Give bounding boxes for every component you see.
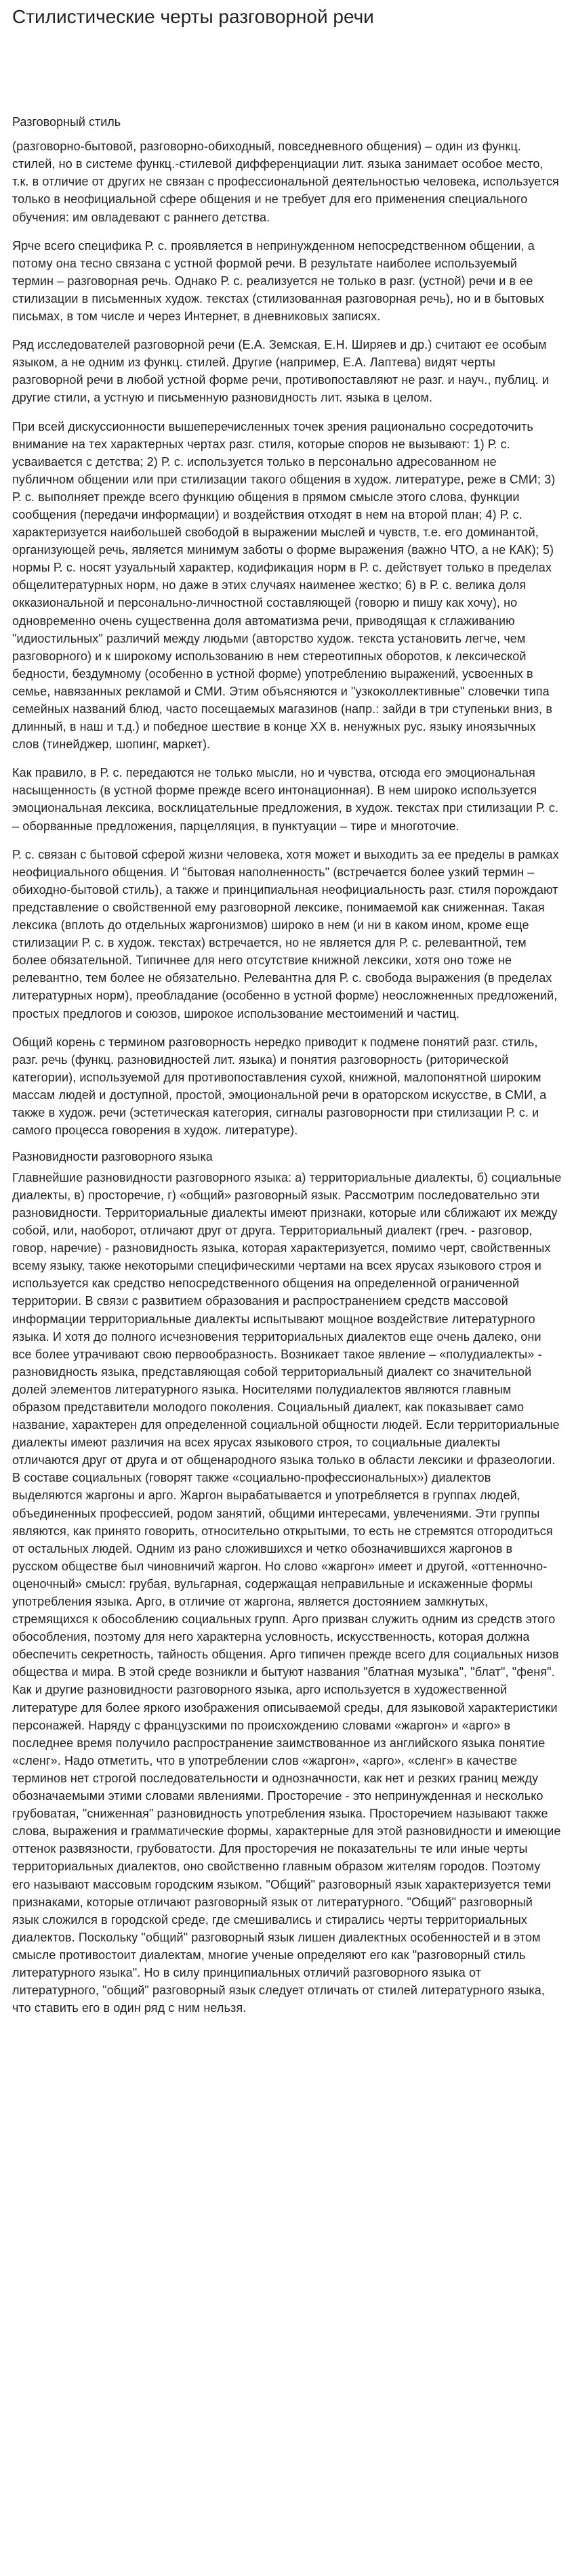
paragraph: При всей дискуссионности вышеперечисленных точек зрения рационально сосредоточить внимание на тех характерных чертах разг. стиля, которые споров не вызывают: 1) Р. с. усваивается с детства; 2) Р. с. используется только в персонально адресованном не публичном общении или при стилизации такого общения в худож. литературе, реже в СМИ; 3) Р. с. выполняет прежде всего функцию общения в прямом смысле этого слова, функции сообщения (передачи информации) и воздействия отходят в нем на второй план; 4) Р. с. характеризуется наибольшей свободой в выражении мыслей и чувств, т.е. его доминантой, организующей речь, является минимум заботы о форме выражения (важно ЧТО, а не КАК); 5) нормы Р. с. носят узуальный характер, кодификация норм в Р. с. действует только в пределах общелитературных норм, но даже в этих случаях наименее жестко; 6) в Р. с. велика доля окказиональной и персонально-личностной составляющей (говорю и пишу как хочу), но одновременно очень существенна доля автоматизма речи, приводящая к сглаживанию "идиостильных" различий между людьми (авторство худож. текста установить легче, чем разговорного) и к широкому использованию в нем стереотипных оборотов, к лексической бедности, бездумному (особенно в устной форме) употреблению выражений, усвоенных в семье, навязанных рекламой и СМИ. Этим объясняются и "узкоколлективные" словечки типа семейных названий блюд, часто посещаемых магазинов (напр.: зайди в три ступеньки вниз, в длинный, в наш и т.д.) и победное шествие в конце XX в. ненужных рус. языку иноязычных слов (тинейджер, шопинг, маркет). — [12, 419, 556, 752]
paragraph: Р. с. связан с бытовой сферой жизни человека, хотя может и выходить за ее пределы в рамках неофициального общения. И "бытовая наполненность" (встречается более узкий термин – обиходно-бытовой стиль), а также и принципиальная неофициальность разг. стиля порождают представление о свойственной ему разговорной лексике, понимаемой как сниженная. Такая лексика (вплоть до отдельных жаргонизмов) широко в нем (и ни в каком ином, кроме еще стилизации Р. с. в худож. текстах) встречается, но не является для Р. с. релевантной, тем более обязательной. Типичнее для него отсутствие книжной лексики, хотя оно тоже не релевантно, тем более не обязательно. Релевантна для Р. с. свобода выражения (в пределах литературных норм), преобладание (особенно в устной форме) неосложненных предложений, простых предлогов и союзов, широкое использование местоимений и частиц. — [12, 847, 559, 1021]
paragraph: Ярче всего специфика Р. с. проявляется в непринужденном непосредственном общении, а потому она тесно связана с устной формой речи. В результате наиболее используемый термин – разговорная речь. Однако Р. с. реализуется не только в разг. (устной) речи и в ее стилизации в письменных худож. текстах (стилизованная разговорная речь), но и в бытовых письмах, в том числе и через Интернет, в дневниковых записях. — [12, 238, 544, 324]
section-heading-conversational-style: Разговорный стиль — [12, 114, 121, 129]
paragraph: (разговорно-бытовой, разговорно-обиходный, повседневного общения) – один из функц. стилей, но в системе функц.-стилевой дифференциации лит. языка занимает особое место, т.к. в отличие от других не связан с профессиональной деятельностью человека, используется только в неофициальной сфере общения и не требует для его применения специального обучения: им овладевают с раннего детства. — [12, 139, 559, 224]
paragraph: Главнейшие разновидности разговорного языка: а) территориальные диалекты, б) социальные диалекты, в) просторечие, г) «общий» разговорный язык. Рассмотрим последовательно эти разновидности. Территориальные диалекты имеют признаки, которые или сближают их между собой, или, наоборот, отличают друг от друга. Территориальный диалект (греч. - разговор, говор, наречие) - разновидность языка, которая характеризуется, помимо черт, свойственных всему языку, также некоторыми специфическими чертами на всех ярусах языкового строя и используется как средство непосредственного общения на определенной ограниченной территории. В связи с развитием образования и распространением средств массовой информации территориальные диалекты испытывают мощное воздействие литературного языка. И хотя до полного исчезновения территориальных диалектов еще очень далеко, они все более утрачивают свою первообразность. Возникает такое явление – «полудиалекты» - разновидность языка, представляющая собой территориальный диалект со значительной долей элементов литературного языка. Носителями полудиалектов являются главным образом представители молодого поколения. Социальный диалект, как показывает само название, характерен для определенной социальной общности людей. Если территориальные диалекты имеют различия на всех ярусах языкового строя, то социальные диалекты отличаются друг от друга и от общенародного языка только в области лексики и фразеологии. В составе социальных (говорят также «социально-профессиональных») диалектов выделяются жаргоны и арго. Жаргон вырабатывается и употребляется в группах людей, объединенных профессией, родом занятий, общими интересами, увлечениями. Эти группы являются, как принято говорить, относительно открытыми, то есть не стремятся отгородиться от остальных людей. Одним из рано сложившихся и четко обозначившихся жаргонов в русском обществе был чиновничий жаргон. Но слово «жаргон» имеет и другой, «оттенночно-оценочный» смысл: грубая, вульгарная, содержащая неправильные и искаженные формы употребления языка. Арго, в отличие от жаргона, является достоянием замкнутых, стремящихся к обособлению социальных групп. Арго призван служить одним из средств этого обособления, поэтому для него характерна условность, искусственность, которая должна обеспечить секретность, тайность общения. Арго типичен прежде всего для социальных низов общества и мира. В этой среде возникли и бытуют названия "блатная музыка", "блат", "феня". Как и другие разновидности разговорного языка, арго используется в художественной литературе для более яркого изображения описываемой среды, для языковой характеристики персонажей. Наряду с французскими по происхождению словами «жаргон» и «арго» в последнее время получило распространение заимствованное из английского языка понятие «сленг». Надо отметить, что в употреблении слов «жаргон», «арго», «сленг» в качестве терминов нет строгой последовательности и однозначности, как нет и резких границ между обозначаемыми этими словами явлениями. Просторечие - это непринужденная и несколько грубоватая, "сниженная" разновидность употребления языка. Просторечием называют также слова, выражения и грамматические формы, характерные для этой разновидности и имеющие оттенок развязности, грубоватости. Для просторечия не показательны те или иные черты территориальных диалектов, оно свойственно главным образом жителям городов. Поэтому его называют массовым городским языком. "Общий" разговорный язык характеризуется теми признаками, которые отличают разговорный язык от литературного. "Общий" разговорный язык сложился в городской среде, где смешивались и стирались черты территориальных диалектов. Поскольку "общий" разговорный язык лишен диалектных особенностей и в этом смысле противостоит диалектам, многие ученые определяют его как "разговорный стиль литературного языка". Но в силу принципиальных отличий разговорного языка от литературного, "общий" разговорный язык следует отличать от стилей литературного языка, что ставить его в один ряд с ним нельзя. — [12, 1170, 562, 2015]
paragraph: Как правило, в Р. с. передаются не только мысли, но и чувства, отсюда его эмоциональная насыщенность (в устной форме прежде всего интонационная). В нем широко используется эмоциональная лексика, восклицательные предложения, в худож. текстах при стилизации Р. с. – оборванные предложения, парцелляция, в пунктуации – тире и многоточие. — [12, 766, 559, 833]
paragraph: Общий корень с термином разговорность нередко приводит к подмене понятий разг. стиль, разг. речь (функц. разновидностей лит. языка) и понятия разговорность (риторической категории), используемой для противопоставления сухой, книжной, малопонятной широким массам людей и доступной, простой, эмоциональной речи в ораторском искусстве, в СМИ, а также в худож. речи (эстетическая категория, сигналы разговорности при стилизации Р. с. и самого процесса говорения в худож. литературе). — [12, 1035, 547, 1138]
section-varieties — [12, 1150, 562, 2017]
paragraph: Ряд исследователей разговорной речи (Е.А. Земская, Е.Н. Ширяев и др.) считают ее особым языком, а не одним из функц. стилей. Другие (например, Е.А. Лаптева) видят черты разговорной речи в любой устной форме речи, противопоставляют не разг. и науч., публиц. и другие стили, а устную и письменную разновидность лит. языка в целом. — [12, 338, 550, 405]
article-body — [12, 115, 562, 2017]
page-title: Стилистические черты разговорной речи — [12, 6, 374, 27]
section-heading-varieties: Разновидности разговорного языка — [12, 1150, 213, 1164]
